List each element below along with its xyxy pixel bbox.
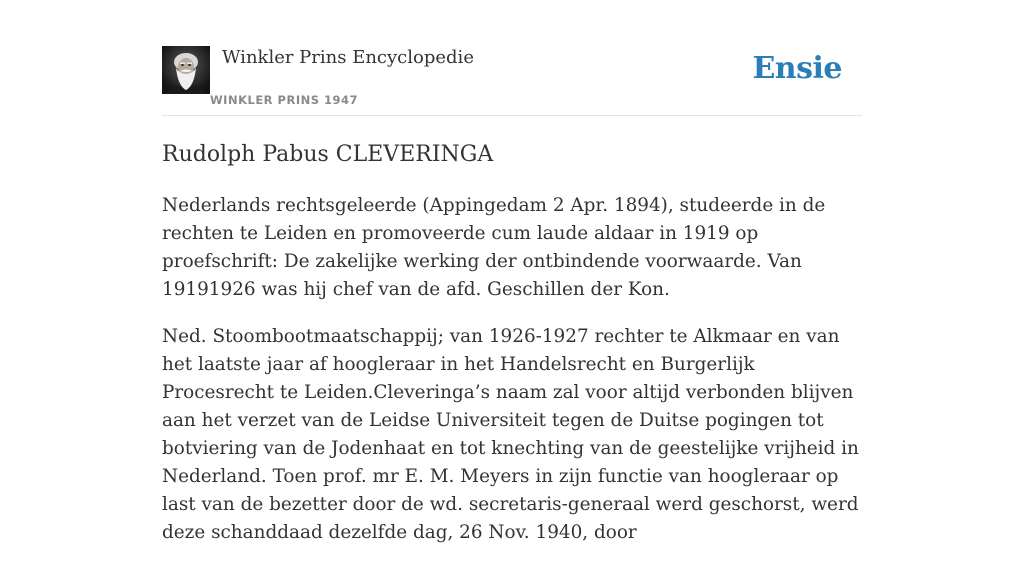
bearded-man-portrait-icon[interactable]	[162, 46, 210, 94]
article-body	[162, 192, 862, 566]
page-container	[162, 0, 862, 543]
ensie-logo[interactable]: Ensie	[752, 51, 842, 86]
publication-subtitle[interactable]: WINKLER PRINS 1947	[210, 93, 359, 107]
article-paragraph: Ned. Stoombootmaatschappij; van 1926-1927 rechter te Alkmaar en van het laatste jaar af hoogleraar in het Handelsrecht en Burgerlijk Procesrecht te Leiden.Cleveringa’s naam zal voor altijd verbonden blijven aan het verzet van de Leidse Universiteit tegen de Duitse pogingen tot botviering van de Jodenhaat en tot knechting van de geestelijke vrijheid in Nederland. Toen prof. mr E. M. Meyers in zijn functie van hoogleraar op last van de bezetter door de wd. secretaris-generaal werd geschorst, werd deze schanddaad dezelfde dag, 26 Nov. 1940, door	[162, 326, 859, 543]
publication-header	[162, 0, 862, 116]
article-paragraph: Nederlands rechtsgeleerde (Appingedam 2 Apr. 1894), studeerde in de rechten te Leiden en promoveerde cum laude aldaar in 1919 op proefschrift: De zakelijke werking der ontbindende voorwaarde. Van 19191926 was hij chef van de afd. Geschillen der Kon.	[162, 195, 826, 300]
publication-title[interactable]: Winkler Prins Encyclopedie	[222, 47, 474, 68]
article-title: Rudolph Pabus CLEVERINGA	[162, 142, 494, 167]
